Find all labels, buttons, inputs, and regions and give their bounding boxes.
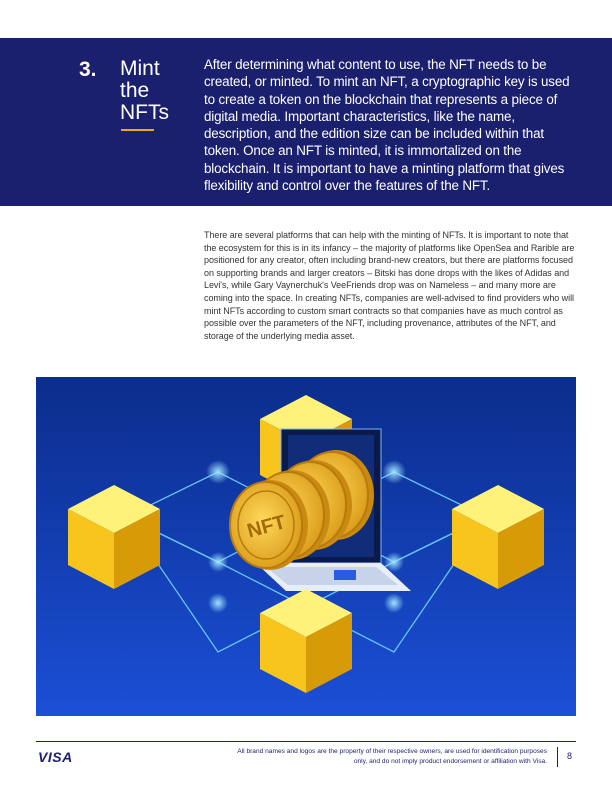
- footer-disclaimer: All brand names and logos are the property of their respective owners, are used for identification purposes only, and do not imply product endorsement or affiliation with Visa.: [237, 748, 547, 765]
- section-title: Mint the NFTs: [120, 57, 169, 124]
- visa-logo: VISA: [38, 749, 73, 765]
- section-number: 3.: [79, 58, 97, 81]
- page-number: 8: [567, 751, 573, 761]
- page-number-divider: [557, 747, 558, 767]
- body-paragraph: There are several platforms that can help with the minting of NFTs. It is important to note that the ecosystem for this is in its infancy – the majority of platforms like OpenSea and Rarible are positioned for any creator, often including brand-new creators, but there are platforms focused on supporting brands and larger creators – Bitski has done drops with the likes of Adidas and Levi's, while Gary Vaynerchuk's VeeFriends drop was on Nameless – and many more are coming into the space. In creating NFTs, companies are well-advised to find providers who will mint NFTs according to custom smart contracts so that companies have as much control as possible over the parameters of the NFT, including provenance, attributes of the NFT, and storage of the underlying media asset.: [204, 230, 575, 341]
- nft-minting-illustration: [36, 377, 576, 716]
- section-intro: After determining what content to use, the NFT needs to be created, or minted. To mint an NFT, a cryptographic key is used to create a token on the blockchain that represents a piece of digital media. Important characteristics, like the name, description, and the edition size can be included within that token. Once an NFT is minted, it is immortalized on the blockchain. It is important to have a minting platform that gives flexibility and control over the features of the NFT.: [204, 57, 570, 194]
- footer-rule: [36, 741, 576, 742]
- coin-label: NFT: [244, 511, 289, 543]
- title-underline: [121, 129, 154, 131]
